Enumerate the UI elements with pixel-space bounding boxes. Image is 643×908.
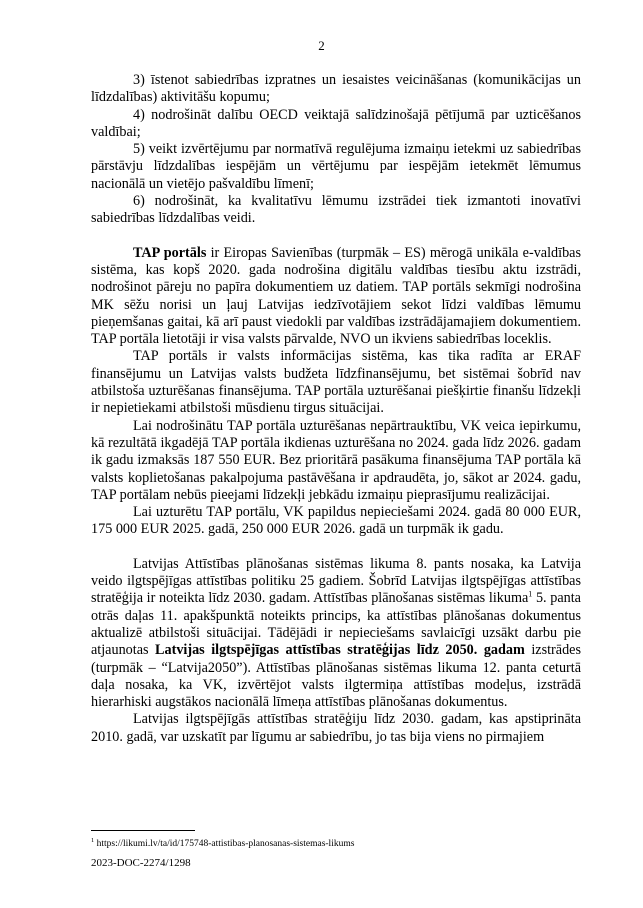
- footnote-divider: [91, 830, 195, 831]
- tap-paragraph-3: Lai nodrošinātu TAP portāla uzturēšanas nepārtrauktību, VK veica iepirkumu, kā rezultātā ikgadējā TAP portāla ikdienas uzturēšana no 2024. gada līdz 2026. gadam ik gadu izmaksās 187 550 EUR. Bez prioritārā pasākuma finansējuma TAP portāla kā valsts koplietošanas pakalpojuma pastāvēšana ir apdraudēta, jo, sākot ar 2024. gadu, TAP portālam nebūs pieejami līdzekļi jebkādu izmaiņu pieprasījumu realizācijai.: [91, 417, 581, 503]
- list-item: 5) veikt izvērtējumu par normatīvā regulējuma izmaiņu ietekmi uz sabiedrības pārstāvju līdzdalības iespējām un vērtējumu par iespējām ietekmēt lēmumus nacionālā un vietējo pašvaldību līmenī;: [91, 141, 581, 192]
- strategy-title-bold: Latvijas ilgtspējīgas attīstības stratēģijas līdz 2050. gadam: [155, 642, 525, 659]
- list-item: 6) nodrošināt, ka kvalitatīvu lēmumu izstrādei tiek izmantoti inovatīvi sabiedrības līdzdalības veidi.: [91, 193, 581, 227]
- tap-portal-term: TAP portāls: [133, 244, 207, 261]
- strategy-text-c: izstrādes (turpmāk – “Latvija2050”). Attīstības plānošanas sistēmas likuma 12. panta ceturtā daļa nosaka, ka VK, izvērtējot valsts ilgtermiņa attīstības modeļus, izstrādā hierarhiski augstākos nacionālā līmeņa attīstības plānošanas dokumentus.: [91, 642, 581, 711]
- strategy-paragraph-1: [91, 556, 581, 712]
- tap-paragraph-2: TAP portāls ir valsts informācijas sistēma, kas tika radīta ar ERAF finansējumu un Latvijas valsts budžeta līdzfinansējumu, bet sistēmai šobrīd nav atbilstoša uzturēšanas finansējuma. TAP portāla uzturēšanai piešķirtie finanšu līdzekļi ir nepietiekami atbilstoši mūsdienu tirgus situācijai.: [91, 348, 581, 417]
- strategy-text-b: 5. panta otrās daļas 11. apakšpunktā noteikts princips, ka attīstības plānošanas dokumentus aktualizē atbilstoši situācijai. Tādējādi ir nepieciešams savlaicīgi uzsākt darbu pie atjaunotas: [91, 590, 581, 659]
- tap-paragraph-1-text: ir Eiropas Savienības (turpmāk – ES) mērogā unikāla e-valdības sistēma, kas kopš 2020. gada nodrošina digitālu valdības tiesību aktu izstrādi, nodrošinot pāreju no papīra dokumentiem uz datiem. TAP portāls sekmīgi nodrošina MK sēžu norisi un ļauj Latvijas iedzīvotājiem sekot līdzi valdības lēmumu pieņemšanas gaitai, kā arī paust viedokli par valdības izstrādājamajiem dokumentiem. TAP portāla lietotāji ir visa valsts pārvalde, NVO un ikviens sabiedrības loceklis.: [91, 244, 581, 348]
- document-body: [91, 72, 581, 746]
- list-item: 4) nodrošināt dalību OECD veiktajā salīdzinošajā pētījumā par uzticēšanos valdībai;: [91, 106, 581, 140]
- paragraph-gap: [91, 539, 581, 556]
- footnote-link[interactable]: https://likumi.lv/ta/id/175748-attistibas-planosanas-sistemas-likums: [94, 839, 355, 850]
- footnote-number: 1: [91, 837, 95, 844]
- strategy-text-a: Latvijas Attīstības plānošanas sistēmas likuma 8. pants nosaka, ka Latvija veido ilgtspējīgas attīstības politiku 25 gadiem. Šobrīd Latvijas ilgtspējīgas attīstības stratēģija ir noteikta līdz 2030. gadam. Attīstības plānošanas sistēmas likuma: [91, 555, 581, 607]
- list-item: 3) īstenot sabiedrības izpratnes un iesaistes veicināšanas (komunikācijas un līdzdalības) aktivitāšu kopumu;: [91, 72, 581, 106]
- tap-paragraph-4: Lai uzturētu TAP portālu, VK papildus nepieciešami 2024. gadā 80 000 EUR, 175 000 EUR 2025. gadā, 250 000 EUR 2026. gadā un turpmāk ik gadu.: [91, 504, 581, 538]
- document-id: 2023-DOC-2274/1298: [91, 857, 191, 869]
- page-number: 2: [318, 38, 325, 53]
- tap-paragraph-1: [91, 245, 581, 349]
- footnote-reference[interactable]: 1: [528, 589, 533, 599]
- footnote: [91, 835, 581, 850]
- strategy-paragraph-2: Latvijas ilgtspējīgās attīstības stratēģiju līdz 2030. gadam, kas apstiprināta 2010. gadā, var uzskatīt par līgumu ar sabiedrību, jo tas bija viens no pirmajiem: [91, 711, 581, 745]
- paragraph-gap: [91, 228, 581, 245]
